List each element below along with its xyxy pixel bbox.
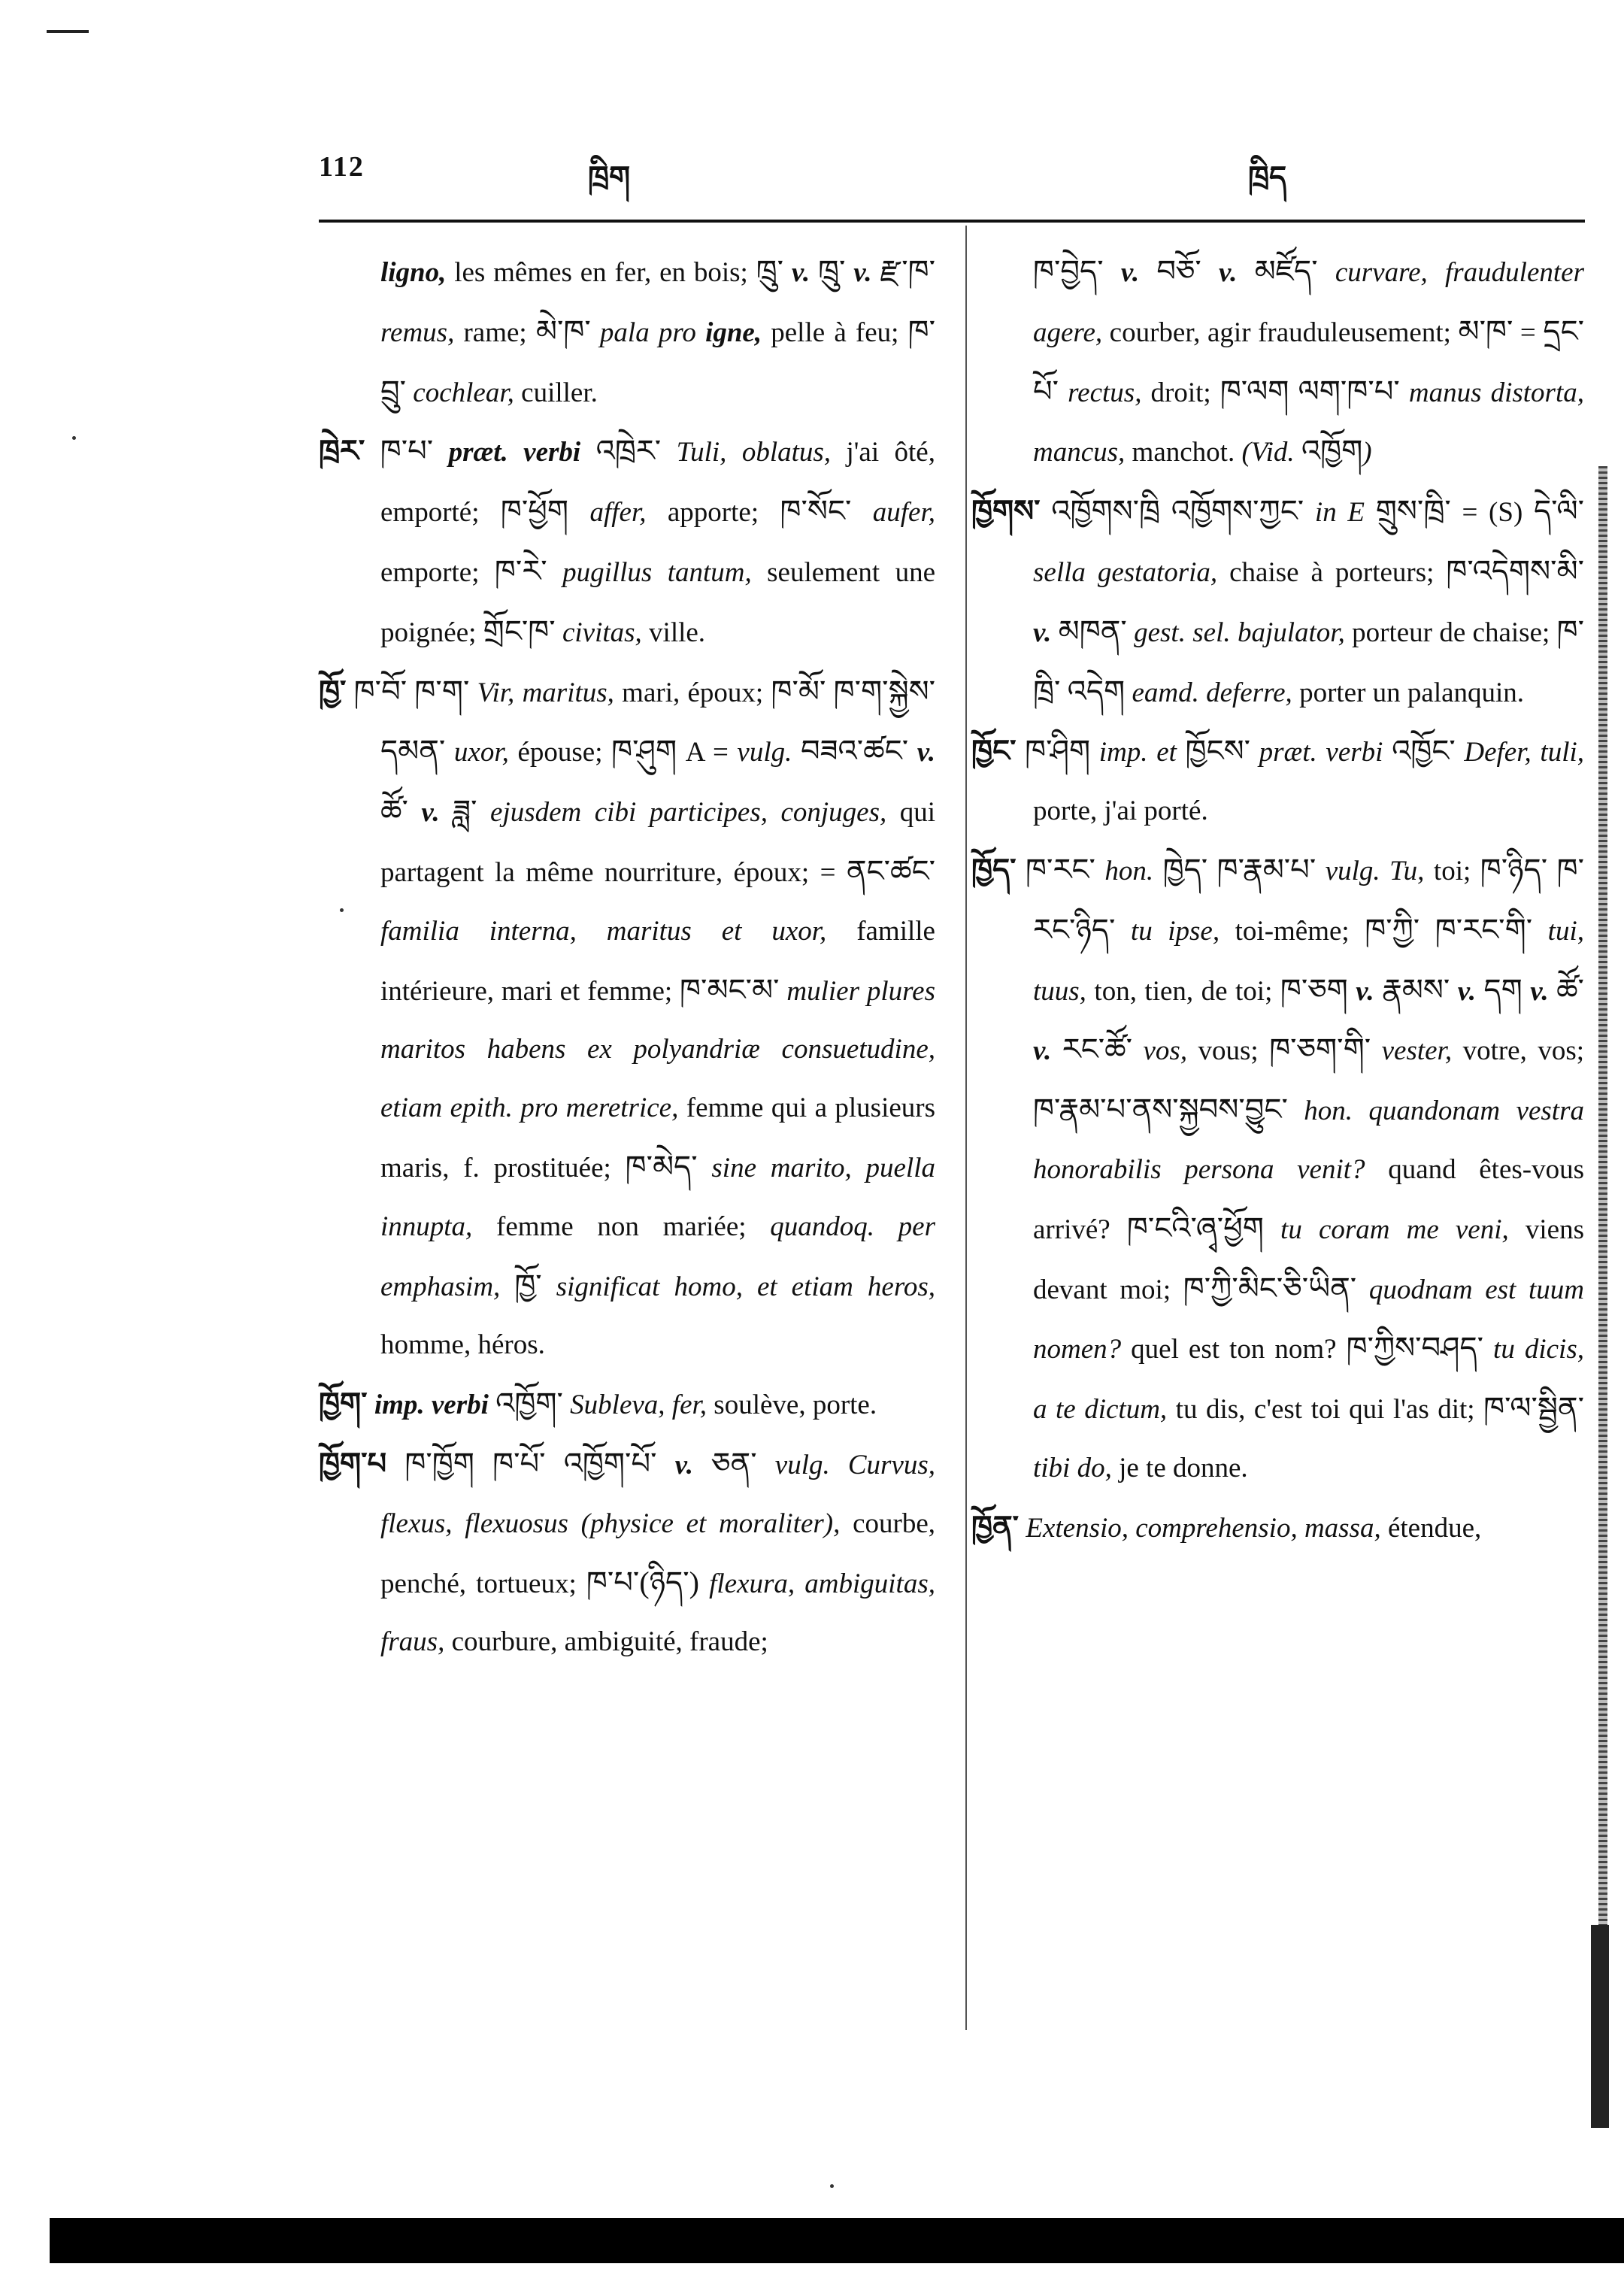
french-text	[1295, 437, 1301, 468]
scan-bottom-bar	[50, 2218, 1624, 2263]
tibetan-text: ཁ་རེ་	[494, 553, 547, 588]
french-text: votre, vos;	[1452, 1035, 1584, 1067]
entry-continuation	[319, 242, 935, 422]
latin-gloss: tu dicis, a te dictum,	[1033, 1334, 1584, 1426]
tibetan-text: ཁ་མོ་	[771, 674, 826, 708]
latin-gloss: igne,	[705, 317, 762, 348]
french-text: viens devant moi;	[1033, 1214, 1584, 1305]
french-text	[1547, 856, 1556, 886]
tibetan-text: ནང་ཚང་	[846, 853, 935, 888]
tibetan-text: ཁ་ཁྲི་	[1033, 614, 1585, 708]
tibetan-text: བཅོ་	[1156, 254, 1201, 288]
tibetan-text: དེ་ལི་	[1534, 494, 1585, 529]
french-text: porter un palanquin.	[1292, 677, 1525, 708]
tibetan-text: ཁ་ཤུག	[611, 734, 677, 768]
tibetan-text: མ་ཁ་	[1458, 314, 1513, 348]
print-speck	[340, 908, 344, 912]
tibetan-text: དག	[1483, 972, 1522, 1007]
print-speck	[72, 436, 76, 440]
french-text: mari, époux;	[614, 677, 771, 708]
tibetan-text: ཁ་པ་	[380, 434, 434, 468]
tibetan-text: ཁ་ངའི་ཞྭ་ཕྱོག	[1126, 1211, 1264, 1245]
latin-gloss: v.	[1522, 975, 1557, 1007]
latin-gloss: vester,	[1371, 1035, 1453, 1067]
latin-gloss: manus distorta, mancus,	[1033, 377, 1584, 468]
french-text: tu dis, c'est toi qui l'as dit;	[1167, 1394, 1484, 1426]
tibetan-text: ཁ་སོང་	[780, 494, 852, 529]
french-text	[826, 677, 833, 708]
latin-gloss: v.	[408, 797, 453, 829]
latin-gloss: Defer, tuli,	[1455, 737, 1585, 768]
entry-headword: ཁྱོན་	[971, 1509, 1020, 1544]
french-text	[1207, 856, 1216, 886]
tibetan-text: རྣམས་	[1382, 972, 1450, 1007]
french-text: étendue,	[1380, 1512, 1482, 1544]
french-text: je te donne.	[1111, 1452, 1248, 1483]
french-text: apporte;	[646, 497, 780, 529]
latin-gloss: præt. verbi	[433, 437, 596, 468]
latin-gloss: flexura, ambiguitas, fraus,	[380, 1568, 935, 1658]
latin-gloss: curvare, fraudulenter agere,	[1033, 257, 1584, 348]
latin-gloss: aufer,	[851, 497, 935, 529]
tibetan-text: འཁྲེར་	[595, 434, 662, 468]
tibetan-text: ཁ་པ་(ཉིད་)	[586, 1565, 699, 1599]
tibetan-text: འཁྱོག་	[495, 1386, 563, 1421]
french-text: courber, agir frauduleusement;	[1102, 317, 1459, 348]
column-divider	[965, 226, 967, 2030]
dictionary-entry	[971, 1498, 1584, 1558]
dictionary-entry	[971, 722, 1584, 841]
latin-gloss: v.	[1033, 1035, 1062, 1067]
latin-gloss: v.	[1201, 257, 1255, 288]
tibetan-text: ཁ་བྲུ་	[380, 314, 935, 408]
tibetan-text: རང་ཚོ་	[1062, 1032, 1133, 1067]
tibetan-text: ཁྱོངས་	[1185, 734, 1251, 768]
tibetan-text: ཁྲུ་	[817, 254, 846, 288]
french-text	[1419, 916, 1435, 947]
latin-gloss: rectus,	[1059, 377, 1142, 408]
page-edge-binding	[1598, 466, 1607, 2105]
latin-gloss: pugillus tantum,	[547, 556, 752, 588]
tibetan-text: ཁ་ཅག་གི་	[1269, 1032, 1371, 1067]
latin-gloss: (Vid.	[1241, 437, 1295, 468]
dictionary-entry	[971, 841, 1584, 1498]
latin-gloss: vulg. Curvus, flexus, flexuosus (physice et moraliter),	[380, 1449, 936, 1539]
latin-gloss: cochlear,	[406, 377, 514, 408]
latin-gloss: Vir, maritus,	[469, 677, 614, 708]
french-text: toi;	[1424, 855, 1480, 886]
entry-headword: ཁྱོང་	[971, 734, 1017, 768]
latin-gloss: vulg. Tu,	[1316, 855, 1425, 886]
latin-gloss: v.	[656, 1449, 712, 1480]
tibetan-text: ཁ་རང་ཉིད་	[1033, 852, 1585, 947]
latin-gloss: v.	[908, 737, 935, 768]
french-text: chaise à porteurs;	[1217, 556, 1447, 588]
latin-gloss: hon.	[1095, 855, 1154, 886]
latin-gloss: affer,	[568, 497, 647, 529]
french-text: ville.	[641, 617, 706, 648]
tibetan-text: ཁ་ཅག	[1280, 972, 1348, 1007]
latin-gloss: præt. verbi	[1250, 737, 1392, 768]
french-text: quand êtes-vous arrivé?	[1033, 1153, 1584, 1245]
latin-gloss: v.	[1450, 975, 1484, 1007]
latin-gloss: Subleva, fer,	[562, 1390, 707, 1421]
tibetan-text: ཁ་རང་	[1026, 852, 1095, 886]
entry-headword: ཁྲེར་	[319, 434, 365, 468]
french-text	[546, 1450, 564, 1480]
latin-gloss: sella gestatoria,	[1033, 556, 1218, 588]
tibetan-text: གྲུས་	[1375, 494, 1424, 529]
latin-gloss: ejusdem cibi participes, conjuges,	[477, 797, 887, 829]
french-text	[407, 677, 414, 708]
tibetan-text: འདེག	[1067, 674, 1126, 708]
french-text	[792, 737, 801, 768]
tibetan-text: ཁ་ག་སྐྱེས་དམན་	[380, 674, 935, 768]
latin-gloss: v.	[1103, 257, 1157, 288]
tibetan-text: ལག་ཁ་པ་	[1298, 374, 1400, 408]
tibetan-text: ཁ་ཉིད་	[1480, 852, 1548, 886]
tibetan-text: བཟའ་ཚང་	[800, 734, 909, 768]
latin-gloss: in E	[1304, 497, 1376, 529]
tibetan-text: ཚོ་	[380, 794, 408, 829]
latin-gloss: familia interna, maritus et uxor,	[380, 915, 827, 947]
tibetan-text: ཁྲུ་	[756, 254, 784, 288]
tibetan-text: ཁ་པོ་	[492, 1446, 546, 1480]
tibetan-text: ཚོ་	[1556, 972, 1584, 1007]
tibetan-text: ཁ་བྱེད་	[1033, 254, 1104, 288]
latin-gloss: civitas,	[555, 617, 642, 648]
dictionary-entry	[319, 1374, 935, 1435]
french-text: épouse;	[508, 737, 612, 768]
header-rule	[319, 220, 1585, 223]
tibetan-text: ཁ་མེད་	[625, 1149, 698, 1183]
tibetan-text: འཁྱོགས་ཁྲི	[1051, 494, 1161, 529]
entry-headword: ཁྱོད་	[971, 852, 1017, 886]
dictionary-entry	[971, 482, 1584, 722]
latin-gloss: )	[1362, 437, 1372, 468]
tibetan-text: ཁ་ལ་སྦྱིན་	[1483, 1391, 1584, 1426]
latin-gloss: tu coram me veni,	[1263, 1214, 1509, 1245]
tibetan-text: ཁ་རྣམ་པ་	[1216, 852, 1316, 886]
latin-gloss: quodnam est tuum nomen?	[1033, 1274, 1584, 1365]
french-text: =	[1513, 317, 1544, 348]
french-text: porteur de chaise;	[1344, 617, 1557, 648]
latin-gloss: remus,	[380, 317, 455, 348]
french-text: ton, tien, de toi;	[1086, 975, 1280, 1007]
entry-headword: ཁྱོ་	[319, 674, 347, 708]
french-text: famille intérieure, mari et femme;	[380, 915, 935, 1007]
french-text: les mêmes en fer, en bois;	[446, 257, 756, 288]
latin-gloss: eamd. deferre,	[1125, 677, 1292, 708]
tibetan-text: དྲང་པོ་	[1033, 314, 1584, 408]
latin-gloss: tu ipse,	[1115, 915, 1220, 947]
tibetan-text: མཁན་	[1058, 614, 1127, 648]
tibetan-text: ཁྱོ་	[514, 1268, 542, 1302]
tibetan-text: འཁྱོགས་ཀྱང་	[1171, 494, 1304, 529]
tibetan-text: ཁྱེད་	[1162, 852, 1208, 886]
tibetan-text: ཁ་ཁྱོག	[404, 1446, 474, 1480]
tibetan-text: མེ་ཁ་	[535, 314, 591, 348]
latin-gloss: v.	[1033, 617, 1059, 648]
tibetan-text: ཁྲི་	[1423, 494, 1451, 529]
latin-gloss: ligno,	[380, 257, 447, 288]
latin-gloss: v.	[1347, 975, 1383, 1007]
corner-dash-mark	[47, 30, 89, 33]
dictionary-entry	[319, 422, 935, 662]
tibetan-text: བྱུང་	[1244, 1093, 1288, 1127]
print-speck	[830, 2184, 834, 2188]
french-text: cuiller.	[514, 377, 598, 408]
latin-gloss: mulier plures maritos habens ex polyandriæ consuetudine, etiam epith. pro meretrice,	[380, 975, 935, 1124]
entry-headword: ཁྱོགས་	[971, 494, 1041, 529]
page-edge-shadow	[1591, 1925, 1609, 2128]
latin-gloss: tui, tuus,	[1033, 915, 1584, 1007]
left-column	[319, 242, 935, 1671]
french-text: porte, j'ai porté.	[1033, 796, 1208, 827]
entry-continuation	[971, 242, 1584, 482]
tibetan-text: ཁ་ཕྱོག	[500, 494, 569, 529]
tibetan-text: ཁ་རྣམ་པ་ནས་སྐྱབས་	[1033, 1093, 1245, 1127]
french-text: femme qui a plusieurs maris, f. prostituée;	[380, 1093, 936, 1183]
latin-gloss: imp. verbi	[374, 1390, 489, 1421]
right-guideword: ཁྲིད	[1248, 160, 1287, 194]
latin-gloss: v.	[845, 257, 880, 288]
latin-gloss: vulg.	[737, 737, 792, 768]
french-text: vous;	[1187, 1035, 1270, 1067]
tibetan-text: ཁ་ལག	[1220, 374, 1289, 408]
tibetan-text: འཁྱོག	[1301, 434, 1363, 468]
latin-gloss: significat homo, et etiam heros,	[541, 1271, 935, 1302]
tibetan-text: ཁ་ཤིག	[1025, 734, 1091, 768]
tibetan-text: འཁྱོང་	[1392, 734, 1456, 768]
left-guideword: ཁྲིག	[588, 160, 631, 194]
tibetan-text: མཛོད་	[1254, 254, 1318, 288]
right-column	[971, 242, 1584, 1558]
french-text: soulève, porte.	[707, 1390, 877, 1421]
french-text: = (S)	[1450, 497, 1535, 529]
latin-gloss: uxor,	[445, 737, 509, 768]
latin-gloss: hon. quandonam vestra honorabilis persona venit?	[1033, 1096, 1584, 1185]
french-text: seulement une poignée;	[380, 556, 935, 648]
french-text: rame;	[454, 317, 536, 348]
french-text: qui partagent la même nourriture, époux; =	[380, 797, 936, 888]
dictionary-entry	[319, 1435, 935, 1671]
french-text	[1160, 497, 1171, 528]
tibetan-text: གྲོང་ཁ་	[483, 614, 556, 648]
latin-gloss: Tuli, oblatus,	[661, 437, 832, 468]
latin-gloss: quandoq. per emphasim,	[380, 1211, 935, 1302]
french-text	[1289, 377, 1298, 408]
french-text: courbure, ambiguité, fraude;	[444, 1626, 768, 1658]
latin-gloss: Extensio, comprehensio, massa,	[1026, 1512, 1381, 1544]
latin-gloss: v.	[783, 257, 818, 288]
french-text	[489, 1390, 495, 1420]
tibetan-text: ཁ་ཀྱི་མིང་ཅི་ཡིན་	[1183, 1271, 1357, 1305]
latin-gloss: imp. et	[1090, 737, 1186, 768]
page-number: 112	[319, 151, 365, 183]
tibetan-text: ཁ་འདེགས་མི་	[1446, 553, 1584, 588]
latin-gloss: vos,	[1132, 1035, 1188, 1067]
french-text: homme, héros.	[380, 1329, 545, 1361]
french-text: emporte;	[380, 556, 495, 588]
tibetan-text: འཁྱོག་པོ་	[563, 1446, 657, 1480]
french-text	[1153, 856, 1162, 886]
tibetan-text: ཁ་ཀྱིས་བཤད་	[1346, 1331, 1484, 1365]
dictionary-entry	[319, 662, 935, 1375]
tibetan-text: ཁ་ག་	[414, 674, 470, 708]
french-text: toi-même;	[1220, 915, 1365, 947]
latin-gloss: sine marito, puella innupta,	[380, 1152, 935, 1242]
entry-headword: ཁྱོག་	[319, 1386, 368, 1421]
french-text: courbe, penché, tortueux;	[380, 1508, 936, 1599]
tibetan-text: ཁ་མང་མ་	[680, 972, 780, 1007]
latin-gloss: tibi do,	[1033, 1452, 1112, 1483]
tibetan-text: ཁ་རང་གི་	[1435, 912, 1533, 947]
french-text	[474, 1450, 492, 1480]
tibetan-text: ཁ་བོ་	[353, 674, 408, 708]
entry-headword: ཁྱོག་པ	[319, 1446, 387, 1480]
french-text: manchot.	[1125, 437, 1242, 468]
latin-gloss: gest. sel. bajulator,	[1126, 617, 1345, 648]
french-text: droit;	[1141, 377, 1220, 408]
french-text	[500, 1271, 514, 1302]
tibetan-text: ཁ་ཀྱི་	[1365, 912, 1420, 947]
french-text: j'ai ôté, emporté;	[380, 437, 935, 529]
tibetan-text: ཅན་	[711, 1446, 757, 1480]
french-text: femme non mariée;	[472, 1211, 771, 1242]
latin-gloss: pala pro	[590, 317, 706, 348]
tibetan-text: ཟླ་	[453, 794, 477, 829]
french-text: quel est ton nom?	[1121, 1334, 1347, 1365]
french-text: A =	[677, 737, 738, 768]
french-text	[1060, 677, 1067, 708]
tibetan-text: རྫ་ཁ་	[880, 254, 935, 288]
french-text: pelle à feu;	[762, 317, 908, 348]
